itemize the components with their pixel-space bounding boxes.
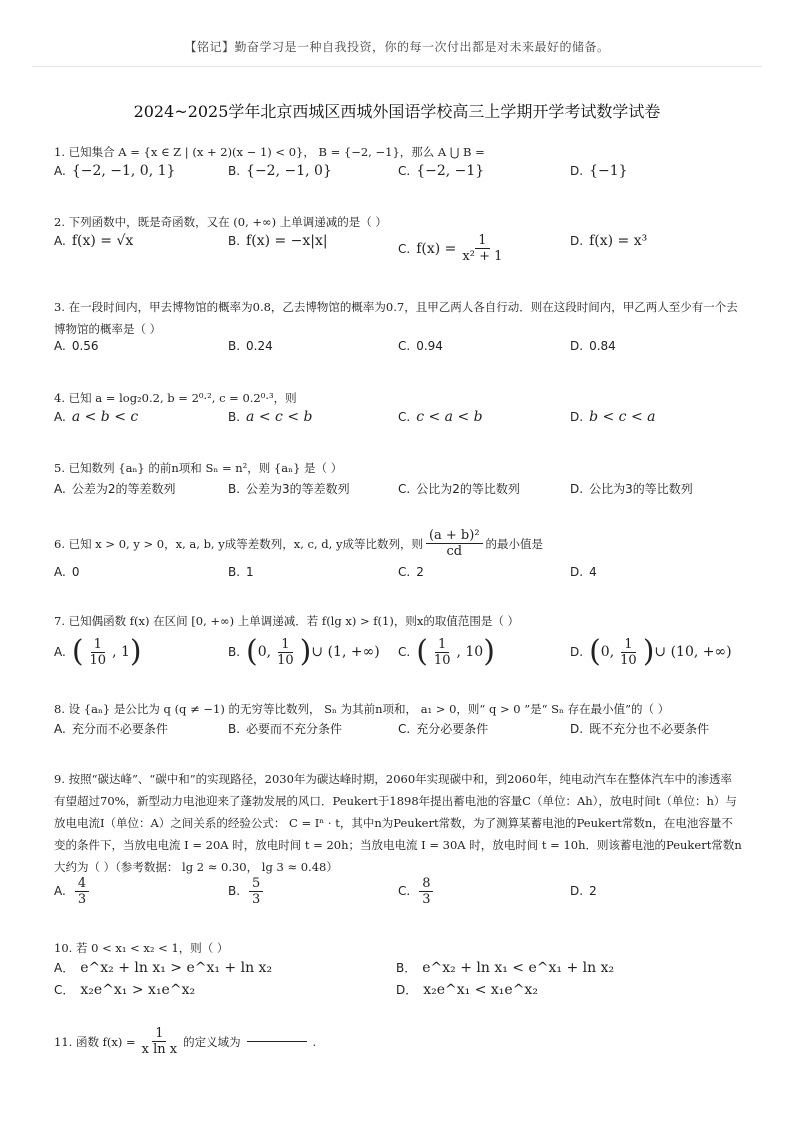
question-10-stem: 10. 若 0 < x₁ < x₂ < 1，则（ ） — [54, 941, 229, 955]
fraction-numerator: 1 — [621, 637, 635, 653]
question-5-options — [54, 480, 744, 502]
option-value: f(x) = −x|x| — [246, 233, 328, 249]
fraction-denominator: x² + 1 — [462, 249, 503, 264]
stem-text: 的定义域为 — [183, 1034, 241, 1049]
option-value: e^x₂ + ln x₁ > e^x₁ + ln x₂ — [80, 959, 273, 976]
option-value: 必要而不充分条件 — [246, 722, 343, 736]
exam-title: 2024~2025学年北京西城区西城外国语学校高三上学期开学考试数学试卷 — [133, 102, 661, 121]
option-label: B. — [228, 481, 241, 496]
question-3-options — [54, 339, 744, 361]
option-label: C. — [398, 164, 411, 178]
option-value: 0, — [257, 644, 272, 660]
option-value: 公差为3的等差数列 — [246, 482, 350, 496]
fraction-denominator: 10 — [89, 652, 107, 668]
stem-text: 11. 函数 f(x) = — [54, 1034, 136, 1049]
option-value: {−2, −1, 0} — [246, 163, 332, 179]
option-d[interactable] — [570, 339, 616, 353]
option-value: e^x₂ + ln x₁ < e^x₁ + ln x₂ — [422, 959, 615, 976]
option-label: D． — [396, 983, 418, 997]
question-1-options — [54, 163, 744, 185]
option-value: f(x) = — [416, 240, 457, 257]
option-label: B． — [396, 961, 417, 975]
option-a[interactable] — [54, 163, 175, 179]
option-b[interactable] — [228, 565, 254, 579]
option-a[interactable] — [54, 872, 92, 910]
question-5-stem: 5. 已知数列 {aₙ} 的前n项和 Sₙ = n²，则 {aₙ} 是（ ） — [54, 461, 343, 475]
option-d[interactable] — [570, 872, 597, 910]
option-value: f(x) = x³ — [589, 233, 648, 249]
option-value: 充分而不必要条件 — [71, 722, 168, 736]
option-c[interactable] — [398, 632, 495, 672]
option-a[interactable] — [54, 632, 142, 672]
option-value: 0 — [71, 565, 80, 579]
close-paren: ) — [129, 634, 142, 669]
option-label: C． — [54, 983, 75, 997]
question-7-stem: 7. 已知偶函数 f(x) 在区间 [0, +∞) 上单调递减．若 f(lg x) > f(1)，则x的取值范围是（ ） — [54, 614, 519, 628]
option-value: 0.94 — [416, 339, 443, 353]
close-paren: ) — [299, 634, 312, 669]
option-b[interactable] — [228, 720, 342, 737]
option-label: B. — [228, 565, 241, 579]
option-a[interactable] — [54, 480, 175, 497]
question-4-options — [54, 409, 744, 431]
option-value: , 10 — [456, 644, 484, 660]
option-c[interactable] — [398, 233, 508, 264]
option-b[interactable] — [228, 632, 380, 672]
option-label: A． — [54, 961, 75, 975]
option-value: x₂e^x₁ > x₁e^x₂ — [80, 981, 196, 998]
option-b[interactable] — [228, 409, 312, 425]
fraction-denominator: 10 — [620, 652, 637, 668]
option-value: 充分必要条件 — [416, 722, 489, 736]
close-paren: ) — [483, 634, 495, 669]
option-value: 0.84 — [589, 339, 616, 353]
open-paren: ( — [589, 634, 601, 669]
option-label: D. — [570, 565, 584, 579]
fraction — [426, 528, 483, 559]
option-value: c < a < b — [416, 409, 483, 425]
option-value: x₂e^x₁ < x₁e^x₂ — [423, 981, 538, 998]
option-a[interactable] — [54, 959, 272, 976]
option-b[interactable] — [228, 872, 266, 910]
fraction — [274, 637, 297, 668]
option-value: 公差为2的等差数列 — [71, 482, 176, 496]
fraction — [249, 876, 263, 907]
option-d[interactable] — [570, 480, 693, 497]
option-label: B. — [228, 410, 241, 424]
option-value: {−2, −1} — [416, 163, 485, 179]
option-value: {−1} — [589, 163, 628, 179]
fraction-numerator: 1 — [152, 1026, 166, 1042]
option-label: D. — [570, 410, 584, 424]
option-value: 公比为3的等比数列 — [589, 482, 693, 496]
option-label: A. — [54, 410, 66, 424]
option-label: C. — [398, 721, 411, 736]
option-a[interactable] — [54, 233, 133, 249]
option-label: D. — [570, 234, 584, 248]
fraction — [419, 876, 433, 907]
option-label: D. — [570, 721, 584, 736]
option-value: ∪ (1, +∞) — [311, 644, 380, 660]
option-d[interactable] — [570, 720, 709, 737]
option-label: D. — [570, 481, 584, 496]
option-b[interactable] — [228, 163, 332, 179]
fraction-denominator: 3 — [422, 891, 431, 907]
question-10-options-row1 — [54, 959, 744, 981]
header-divider — [32, 66, 762, 67]
option-label: B. — [228, 234, 241, 248]
question-8-stem: 8. 设 {aₙ} 是公比为 q (q ≠ −1) 的无穷等比数列， Sₙ 为其前n项和， a₁ > 0，则“ q > 0 ”是“ Sₙ 存在最小值”的（ ） — [54, 702, 670, 716]
question-2-stem: 2. 下列函数中，既是奇函数，又在 (0, +∞) 上单调递减的是（ ） — [54, 215, 387, 229]
option-c[interactable] — [398, 872, 436, 910]
option-c[interactable] — [54, 981, 195, 998]
option-d[interactable] — [570, 163, 628, 179]
fraction — [75, 876, 89, 907]
fraction-denominator: x ln x — [141, 1042, 178, 1057]
option-label: A. — [54, 645, 66, 659]
option-value: 1 — [246, 565, 254, 579]
option-c[interactable] — [398, 565, 424, 579]
option-label: A. — [54, 339, 66, 353]
option-c[interactable] — [398, 409, 483, 425]
question-2-options — [54, 233, 744, 267]
question-6-options — [54, 565, 744, 587]
fraction-denominator: 3 — [77, 891, 87, 907]
fraction — [459, 233, 505, 264]
option-value: 既不充分也不必要条件 — [589, 722, 710, 736]
option-label: D. — [570, 884, 584, 898]
option-label: C. — [398, 565, 411, 579]
question-1-stem: 1. 已知集合 A = {x ∈ Z | (x + 2)(x − 1) < 0}， B = {−2, −1}，那么 A ⋃ B = — [54, 145, 485, 159]
option-b[interactable] — [396, 959, 614, 976]
option-value: 0.24 — [246, 339, 273, 353]
option-label: A. — [54, 884, 66, 898]
option-label: C. — [398, 241, 411, 256]
option-label: A. — [54, 481, 66, 496]
fraction-numerator: 8 — [419, 876, 433, 892]
option-label: D. — [570, 645, 584, 659]
fraction-numerator: 1 — [475, 233, 489, 249]
option-value: {−2, −1, 0, 1} — [71, 163, 176, 179]
option-c[interactable] — [398, 339, 443, 353]
question-11-stem — [54, 1026, 316, 1057]
option-label: C. — [398, 884, 411, 898]
fraction-denominator: 10 — [433, 652, 451, 668]
stem-text: . — [312, 1034, 317, 1049]
fraction — [87, 637, 110, 668]
option-d[interactable] — [570, 233, 647, 249]
option-c[interactable] — [398, 720, 488, 737]
fraction-denominator: 10 — [277, 652, 294, 668]
option-value: 2 — [416, 565, 424, 579]
option-b[interactable] — [228, 233, 328, 249]
close-paren: ) — [642, 634, 655, 669]
option-label: C. — [398, 339, 411, 353]
fraction-numerator: (a + b)² — [426, 528, 483, 544]
fraction-denominator: cd — [446, 544, 463, 559]
option-d[interactable] — [396, 981, 538, 998]
option-b[interactable] — [228, 339, 273, 353]
stem-text: 的最小值是 — [485, 536, 544, 551]
option-label: A. — [54, 721, 66, 736]
option-value: , 1 — [112, 644, 130, 660]
question-4-stem: 4. 已知 a = log₂0.2, b = 2⁰·², c = 0.2⁰·³，则 — [54, 391, 297, 405]
option-value: 公比为2的等比数列 — [416, 482, 520, 496]
fraction-numerator: 1 — [435, 637, 449, 653]
fraction — [431, 637, 454, 668]
option-label: C. — [398, 410, 411, 424]
fraction — [617, 637, 640, 668]
fraction-numerator: 5 — [249, 876, 263, 892]
fraction-numerator: 4 — [75, 876, 89, 892]
option-label: B. — [228, 721, 241, 736]
option-value: a < c < b — [246, 409, 313, 425]
header-motto: 【铭记】勤奋学习是一种自我投资，你的每一次付出都是对未来最好的储备。 — [184, 40, 610, 54]
option-a[interactable] — [54, 409, 138, 425]
question-9-options — [54, 872, 744, 910]
answer-blank[interactable] — [247, 1041, 307, 1042]
question-10-options-row2 — [54, 981, 744, 1003]
option-label: C. — [398, 645, 411, 659]
option-value: 0.56 — [71, 339, 99, 353]
option-value: 2 — [589, 884, 597, 898]
option-a[interactable] — [54, 339, 99, 353]
option-label: B. — [228, 339, 241, 353]
option-label: A. — [54, 164, 66, 178]
option-d[interactable] — [570, 632, 732, 672]
option-label: C. — [398, 481, 411, 496]
open-paren: ( — [71, 634, 84, 669]
option-label: A. — [54, 565, 66, 579]
stem-text: 6. 已知 x > 0, y > 0，x, a, b, y成等差数列，x, c, d, y成等比数列，则 — [54, 536, 423, 551]
option-label: A. — [54, 234, 66, 248]
option-b[interactable] — [228, 480, 350, 497]
fraction-denominator: 3 — [252, 891, 261, 907]
option-value: b < c < a — [589, 409, 656, 425]
open-paren: ( — [246, 634, 258, 669]
option-label: B. — [228, 164, 241, 178]
open-paren: ( — [416, 634, 428, 669]
question-8-options — [54, 720, 744, 742]
option-d[interactable] — [570, 565, 597, 579]
option-label: D. — [570, 164, 584, 178]
option-value: 4 — [589, 565, 597, 579]
option-c[interactable] — [398, 480, 520, 497]
option-label: D. — [570, 339, 584, 353]
question-9-stem: 9. 按照“碳达峰”、“碳中和”的实现路径，2030年为碳达峰时期，2060年实现碳中和，到2060年，纯电动汽车在整体汽车中的渗透率有望超过70%，新型动力电池迎来了蓬勃发展的风口．Peukert于1898年提出蓄电池的容量C（单位：Ah），放电时间t（单位：h）与放电电流I（单位：A）之间关系的经验公式： C = Iⁿ · t，其中n为Peukert常数，为了测算某蓄电池的Peukert常数n，在电池容量不变的条件下，当放电电流 I = 20A 时，放电时间 t = 20h；当放电电流 I = 30A 时，放电时间 t = 10h．则该蓄电池的Peukert常数n大约为（ ）（参考数据： lg 2 ≈ 0.30， lg 3 ≈ 0.48） — [54, 772, 742, 874]
option-value: f(x) = √x — [71, 233, 134, 249]
option-label: B. — [228, 884, 241, 898]
fraction — [139, 1026, 180, 1057]
option-a[interactable] — [54, 565, 79, 579]
option-value: 0, — [600, 644, 615, 660]
option-value: ∪ (10, +∞) — [654, 644, 732, 660]
option-d[interactable] — [570, 409, 655, 425]
option-value: a < b < c — [71, 409, 139, 425]
question-3-stem: 3. 在一段时间内，甲去博物馆的概率为0.8，乙去博物馆的概率为0.7，且甲乙两人各自行动．则在这段时间内，甲乙两人至少有一个去博物馆的概率是（ ） — [54, 300, 738, 336]
option-c[interactable] — [398, 163, 484, 179]
option-a[interactable] — [54, 720, 168, 737]
option-label: B. — [228, 645, 241, 659]
fraction-numerator: 1 — [278, 637, 292, 653]
question-6-stem — [54, 528, 543, 559]
question-7-options — [54, 632, 744, 672]
fraction-numerator: 1 — [91, 637, 105, 653]
